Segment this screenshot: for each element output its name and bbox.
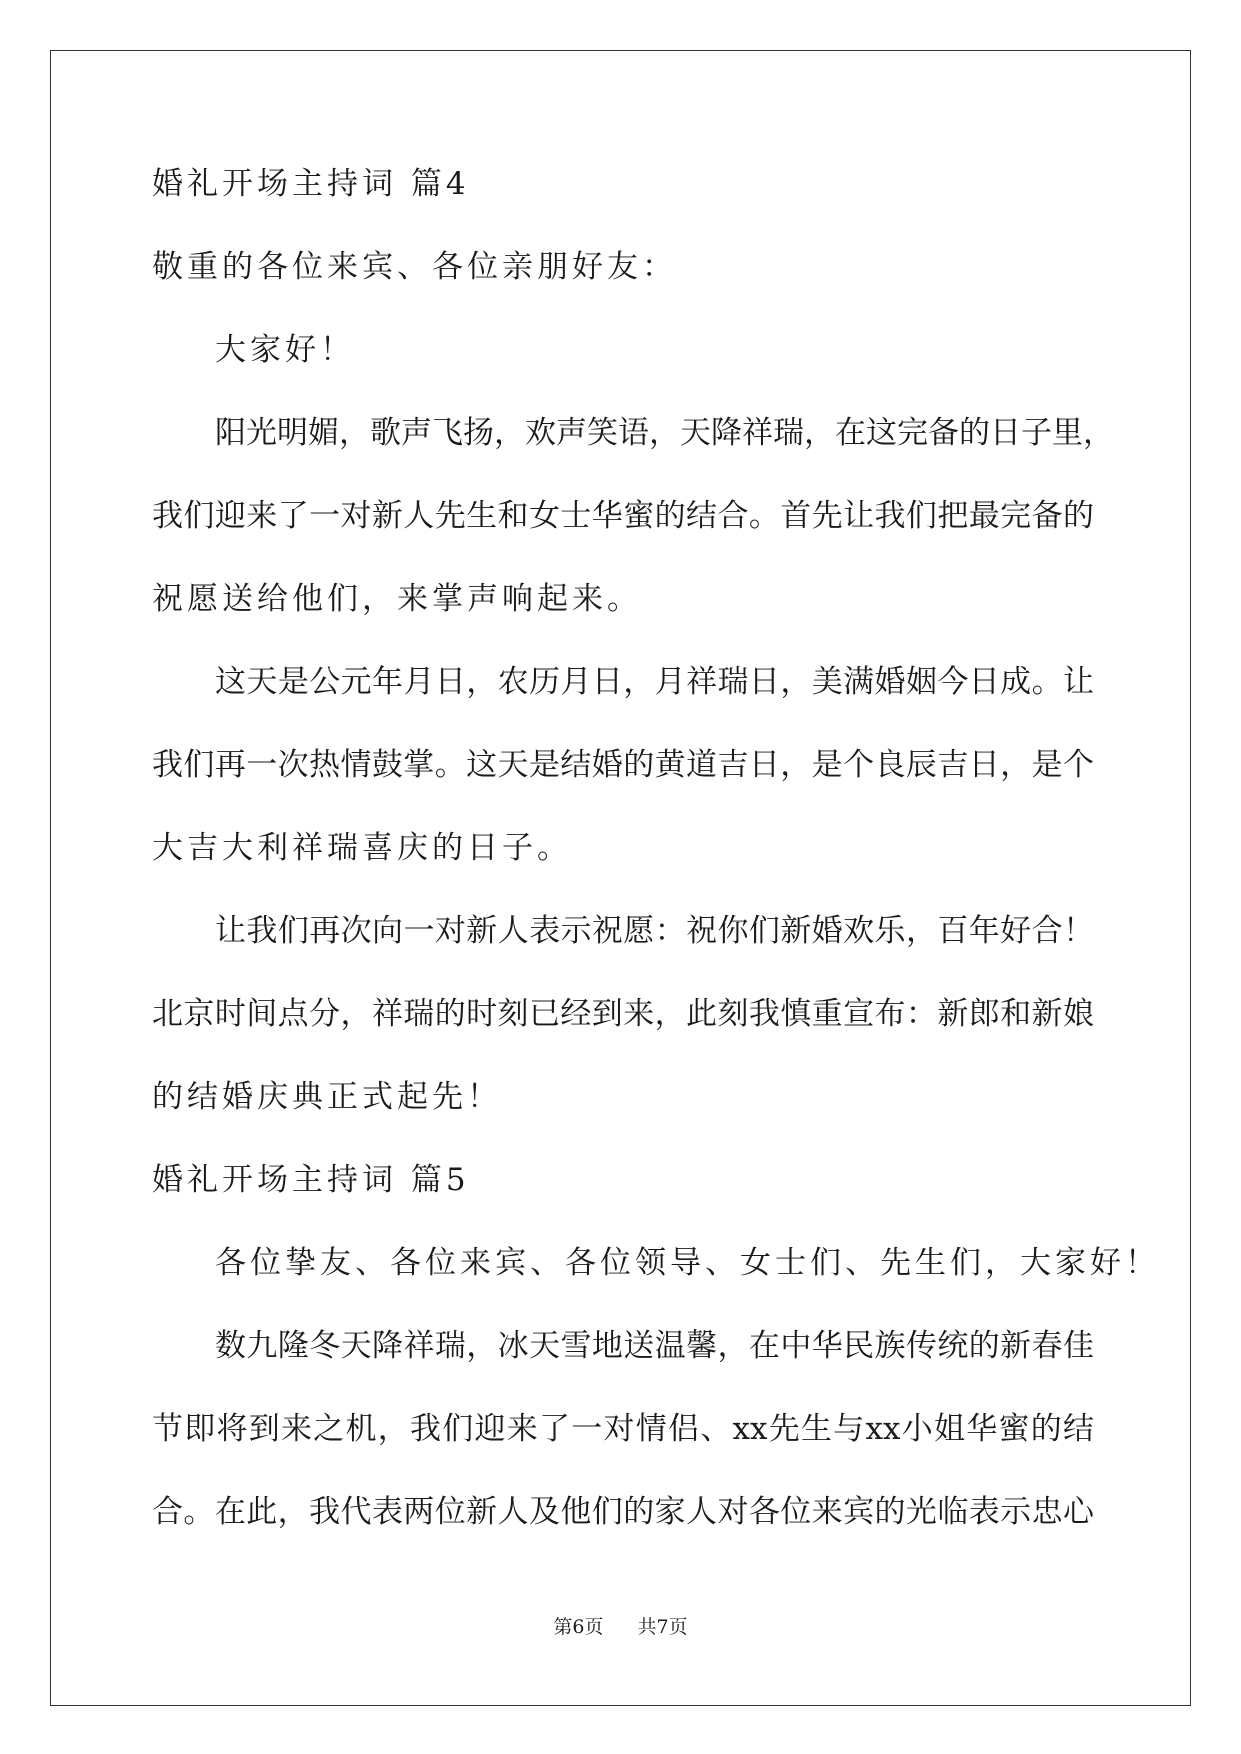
greeting: 大家好！ [215, 332, 355, 368]
paragraph-line: 让我们再次向一对新人表示祝愿：祝你们新婚欢乐，百年好合！ [215, 913, 1094, 949]
greeting: 各位挚友、各位来宾、各位领导、女士们、先生们，大家好！ [215, 1245, 1160, 1281]
paragraph-line: 大吉大利祥瑞喜庆的日子。 [152, 830, 572, 866]
paragraph-line: 我们迎来了一对新人先生和女士华蜜的结合。首先让我们把最完备的 [152, 498, 1094, 534]
paragraph-line: 阳光明媚，歌声飞扬，欢声笑语，天降祥瑞，在这完备的日子里， [215, 415, 1114, 451]
paragraph-line: 合。在此，我代表两位新人及他们的家人对各位来宾的光临表示忠心 [152, 1494, 1094, 1530]
paragraph-line: 的结婚庆典正式起先！ [152, 1079, 502, 1115]
paragraph-line: 我们再一次热情鼓掌。这天是结婚的黄道吉日，是个良辰吉日，是个 [152, 747, 1094, 783]
section-heading: 婚礼开场主持词 篇5 [152, 1162, 470, 1198]
page-footer [0, 1615, 1241, 1639]
total-pages: 共7页 [637, 1616, 688, 1638]
current-page-number: 第6页 [553, 1616, 604, 1638]
document-body [152, 165, 1160, 1532]
paragraph-line: 这天是公元年月日，农历月日，月祥瑞日，美满婚姻今日成。让 [215, 664, 1094, 700]
salutation: 敬重的各位来宾、各位亲朋好友： [152, 249, 677, 285]
section-heading: 婚礼开场主持词 篇4 [152, 166, 470, 202]
paragraph-line: 北京时间点分，祥瑞的时刻已经到来，此刻我慎重宣布：新郎和新娘 [152, 996, 1094, 1032]
paragraph-line: 节即将到来之机，我们迎来了一对情侣、xx先生与xx小姐华蜜的结 [152, 1411, 1094, 1447]
paragraph-line: 祝愿送给他们，来掌声响起来。 [152, 581, 642, 617]
paragraph-line: 数九隆冬天降祥瑞，冰天雪地送温馨，在中华民族传统的新春佳 [215, 1328, 1094, 1364]
